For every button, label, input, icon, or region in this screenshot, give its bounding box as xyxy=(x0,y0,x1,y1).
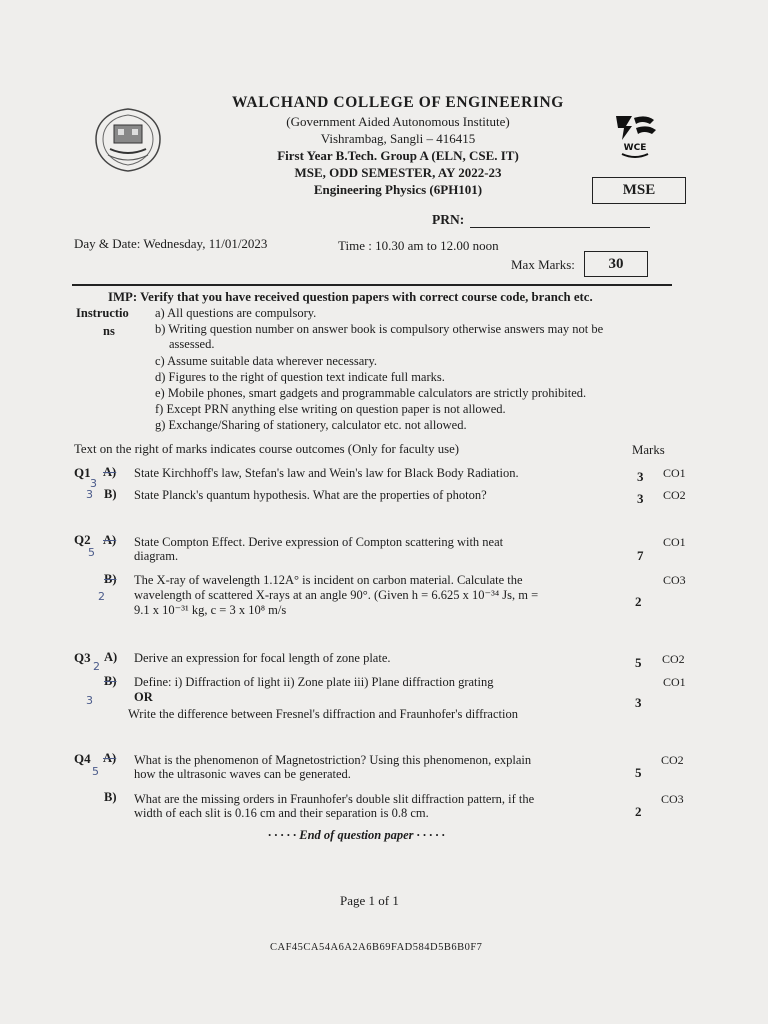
instructions-label-2: ns xyxy=(103,324,115,338)
q2a-text-1: State Compton Effect. Derive expression of Compton scattering with neat xyxy=(134,535,504,549)
q2a-handwritten-mark: 5 xyxy=(88,546,95,559)
program: First Year B.Tech. Group A (ELN, CSE. IT) xyxy=(277,148,519,163)
end-of-paper: · · · · · End of question paper · · · · · xyxy=(268,828,445,842)
q3b-label: B) xyxy=(104,674,117,688)
instruction-b: b) Writing question number on answer book is compulsory otherwise answers may not be xyxy=(155,322,604,336)
exam-type-box: MSE xyxy=(592,177,686,204)
q4-number: Q4 xyxy=(74,751,91,766)
instruction-g: g) Exchange/Sharing of stationery, calculator etc. not allowed. xyxy=(155,418,467,432)
q4a-co: CO2 xyxy=(661,753,684,767)
q3b-text: Define: i) Diffraction of light ii) Zone plate iii) Plane diffraction grating xyxy=(134,675,494,689)
semester: MSE, ODD SEMESTER, AY 2022-23 xyxy=(294,165,502,180)
outcomes-note: Text on the right of marks indicates course outcomes (Only for faculty use) xyxy=(74,442,460,456)
marks-header: Marks xyxy=(632,443,665,457)
instructions-label-1: Instructio xyxy=(76,306,129,320)
q2b-text-3: 9.1 x 10⁻³¹ kg, c = 3 x 10⁸ m/s xyxy=(134,603,287,617)
prn-line xyxy=(470,227,650,228)
svg-text:WCE: WCE xyxy=(623,143,647,153)
header-divider xyxy=(72,284,672,286)
q1b-marks: 3 xyxy=(637,491,644,506)
q1a-marks: 3 xyxy=(637,469,644,484)
prn-label: PRN: xyxy=(432,212,465,227)
q2-number: Q2 xyxy=(74,532,91,547)
q3a-text: Derive an expression for focal length of zone plate. xyxy=(134,651,391,665)
page-number: Page 1 of 1 xyxy=(340,893,399,908)
q4a-label: A) xyxy=(103,751,117,765)
course: Engineering Physics (6PH101) xyxy=(313,182,483,197)
q2b-co: CO3 xyxy=(663,573,686,587)
q4b-text-2: width of each slit is 0.16 cm and their separation is 0.8 cm. xyxy=(134,806,429,820)
instruction-d: d) Figures to the right of question text indicate full marks. xyxy=(155,370,445,384)
max-marks-label: Max Marks: xyxy=(511,257,575,272)
q1a-handwritten-mark: 3 xyxy=(90,477,97,490)
q4b-marks: 2 xyxy=(635,804,642,819)
q4a-text-2: how the ultrasonic waves can be generated. xyxy=(134,767,351,781)
q4a-text-1: What is the phenomenon of Magnetostriction? Using this phenomenon, explain xyxy=(134,753,532,767)
exam-date: Day & Date: Wednesday, 11/01/2023 xyxy=(74,236,268,251)
q1-number: Q1 xyxy=(74,465,91,480)
instruction-c: c) Assume suitable data wherever necessary. xyxy=(155,354,378,368)
q2b-label: B) xyxy=(104,572,117,586)
q3a-co: CO2 xyxy=(662,652,685,666)
q1b-label: B) xyxy=(104,487,117,501)
instruction-e: e) Mobile phones, smart gadgets and programmable calculators are strictly prohibited. xyxy=(155,386,587,400)
q2a-marks: 7 xyxy=(637,548,644,563)
q3a-marks: 5 xyxy=(635,655,642,670)
exam-time: Time : 10.30 am to 12.00 noon xyxy=(338,238,499,253)
instruction-f: f) Except PRN anything else writing on question paper is not allowed. xyxy=(155,402,506,416)
q1b-text: State Planck's quantum hypothesis. What are the properties of photon? xyxy=(134,488,487,502)
q3b-handwritten-mark: 3 xyxy=(86,694,93,707)
college-name: WALCHAND COLLEGE OF ENGINEERING xyxy=(232,94,564,111)
imp-note: IMP: Verify that you have received question papers with correct course code, branch etc. xyxy=(108,290,593,304)
q3a-handwritten-mark: 2 xyxy=(93,660,100,673)
max-marks-value: 30 xyxy=(584,251,648,277)
q2a-co: CO1 xyxy=(663,535,686,549)
q2b-handwritten-mark: 2 xyxy=(98,590,105,603)
q4a-handwritten-mark: 5 xyxy=(92,765,99,778)
q3b-or: OR xyxy=(134,690,153,704)
q1a-text: State Kirchhoff's law, Stefan's law and Wein's law for Black Body Radiation. xyxy=(134,466,519,480)
q3b-co: CO1 xyxy=(663,675,686,689)
q1b-co: CO2 xyxy=(663,488,686,502)
q4b-co: CO3 xyxy=(661,792,684,806)
q3-number: Q3 xyxy=(74,650,91,665)
instruction-b-cont: assessed. xyxy=(169,337,215,351)
q2b-text-1: The X-ray of wavelength 1.12A° is incident on carbon material. Calculate the xyxy=(134,573,523,587)
q2a-label: A) xyxy=(103,533,117,547)
q4b-text-1: What are the missing orders in Fraunhofer's double slit diffraction pattern, if the xyxy=(134,792,535,806)
college-seal-logo xyxy=(90,105,166,175)
q3b-marks: 3 xyxy=(635,695,642,710)
q2b-marks: 2 xyxy=(635,594,642,609)
institute-type: (Government Aided Autonomous Institute) xyxy=(286,114,510,129)
q2b-text-2: wavelength of scattered X-rays at an angle 90°. (Given h = 6.625 x 10⁻³⁴ Js, m = xyxy=(134,588,539,602)
address: Vishrambag, Sangli – 416415 xyxy=(320,131,476,146)
q4b-label: B) xyxy=(104,790,117,804)
q2a-text-2: diagram. xyxy=(134,549,179,563)
q3b-alternative: Write the difference between Fresnel's diffraction and Fraunhofer's diffraction xyxy=(128,707,518,721)
paper-code: CAF45CA54A6A2A6B69FAD584D5B6B0F7 xyxy=(270,942,483,953)
q1a-label: A) xyxy=(103,465,117,479)
instruction-a: a) All questions are compulsory. xyxy=(155,306,317,320)
q1a-co: CO1 xyxy=(663,466,686,480)
q3a-label: A) xyxy=(104,650,118,664)
q4a-marks: 5 xyxy=(635,765,642,780)
q1b-handwritten-mark: 3 xyxy=(86,488,93,501)
